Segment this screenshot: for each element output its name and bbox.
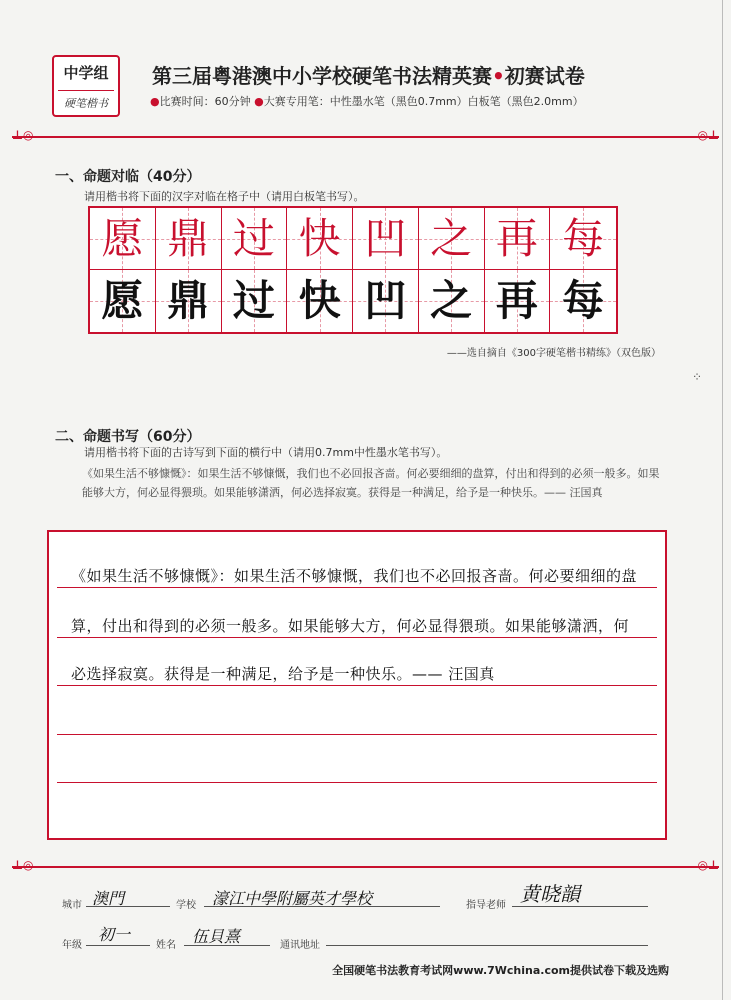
copied-char: 凹 bbox=[364, 276, 407, 325]
copied-char: 鼎 bbox=[167, 276, 210, 325]
writing-line bbox=[57, 782, 657, 783]
copied-char: 愿 bbox=[101, 276, 144, 325]
grid-cell bbox=[550, 208, 616, 270]
grid-cell bbox=[156, 270, 222, 332]
grade-label: 年级 bbox=[62, 940, 82, 951]
writing-line bbox=[57, 587, 657, 588]
address-label: 通讯地址 bbox=[280, 940, 320, 951]
badge-divider bbox=[58, 90, 114, 91]
exam-title bbox=[152, 60, 585, 89]
handwritten-line-1: 《如果生活不够慷慨》：如果生活不够慷慨，我们也不必回报吝啬。何必要细细的盘 bbox=[71, 567, 638, 585]
section2-instruction: 请用楷书将下面的古诗写到下面的横行中（请用0.7mm中性墨水笔书写）。 bbox=[84, 446, 448, 459]
handwritten-line-2: 算，付出和得到的必须一般多。如果能够大方，何必显得猥琐。如果能够潇洒，何 bbox=[71, 617, 630, 635]
footer-divider bbox=[12, 866, 719, 868]
exam-title-main: 第三届粤港澳中小学校硬笔书法精英赛 bbox=[152, 64, 492, 88]
name-value: 伍貝熹 bbox=[192, 927, 241, 946]
group-badge bbox=[52, 55, 120, 117]
model-char: 快 bbox=[298, 213, 341, 263]
grid-cell bbox=[90, 208, 156, 270]
copied-char: 之 bbox=[430, 276, 473, 325]
source-credit: ——选自摘自《300字硬笔楷书精练》（双色版） bbox=[446, 348, 661, 359]
model-char: 鼎 bbox=[167, 213, 210, 263]
exam-time: 比赛时间：60分钟 bbox=[159, 95, 251, 108]
copy-grid bbox=[88, 206, 618, 334]
grid-cell bbox=[419, 270, 485, 332]
badge-category-label: 硬笔楷书 bbox=[64, 97, 108, 110]
name-underline bbox=[184, 945, 270, 946]
grid-cell bbox=[90, 270, 156, 332]
writing-line bbox=[57, 685, 657, 686]
section1-title: 一、命题对临（40分） bbox=[55, 169, 201, 185]
grid-cell bbox=[287, 208, 353, 270]
copied-char: 快 bbox=[298, 276, 341, 325]
ornament-right-icon: ◎⊥ bbox=[697, 128, 719, 142]
grid-cell bbox=[550, 270, 616, 332]
ornament-left-icon: ⊥◎ bbox=[12, 128, 34, 142]
name-label: 姓名 bbox=[156, 940, 176, 951]
writing-line bbox=[57, 637, 657, 638]
copied-char: 每 bbox=[562, 276, 605, 325]
writing-line bbox=[57, 734, 657, 735]
copied-char: 再 bbox=[495, 276, 538, 325]
bullet-icon: ● bbox=[254, 95, 264, 108]
city-label: 城市 bbox=[62, 900, 82, 911]
school-value: 濠江中學附屬英才學校 bbox=[212, 889, 373, 908]
model-char: 愿 bbox=[101, 213, 144, 263]
grid-cell bbox=[419, 208, 485, 270]
exam-pen-spec: 大赛专用笔：中性墨水笔（黑色0.7mm）白板笔（黑色2.0mm） bbox=[263, 95, 584, 108]
city-value: 澳門 bbox=[92, 889, 125, 908]
poem-reference: 《如果生活不够慷慨》：如果生活不够慷慨，我们也不必回报吝啬。何必要细细的盘算，付出和得到的必须一般多。如果能够大方，何必显得猥琐。如果能够潇洒，何必选择寂寞。获得是一种满足，给予是一种快乐。—— 汪国真 bbox=[82, 467, 660, 499]
grid-cell bbox=[222, 208, 288, 270]
grid-cell bbox=[485, 208, 551, 270]
exam-title-suffix: 初赛试卷 bbox=[504, 64, 585, 88]
exam-info bbox=[150, 93, 584, 109]
grid-cell bbox=[222, 270, 288, 332]
grade-value: 初一 bbox=[98, 925, 131, 944]
grade-underline bbox=[86, 945, 150, 946]
city-underline bbox=[86, 906, 170, 907]
copied-char: 过 bbox=[232, 276, 275, 325]
teacher-underline bbox=[512, 906, 648, 907]
handwritten-line-3: 必选择寂寞。获得是一种满足，给予是一种快乐。—— 汪国真 bbox=[71, 665, 495, 683]
grid-cell bbox=[287, 270, 353, 332]
model-char: 凹 bbox=[364, 213, 407, 263]
model-char: 过 bbox=[232, 213, 275, 263]
school-label: 学校 bbox=[176, 900, 196, 911]
ornament-left-icon: ⊥◎ bbox=[12, 858, 34, 872]
website-note: 全国硬笔书法教育考试网www.7Wchina.com提供试卷下载及选购 bbox=[332, 964, 669, 977]
teacher-label: 指导老师 bbox=[466, 900, 506, 911]
grid-cell bbox=[353, 270, 419, 332]
address-underline bbox=[326, 945, 648, 946]
section2-title: 二、命题书写（60分） bbox=[55, 429, 201, 445]
section1-instruction: 请用楷书将下面的汉字对临在格子中（请用白板笔书写）。 bbox=[84, 190, 365, 203]
model-char: 每 bbox=[562, 213, 605, 263]
school-underline bbox=[204, 906, 440, 907]
teacher-value: 黄晓韻 bbox=[520, 882, 580, 906]
badge-group-label: 中学组 bbox=[63, 64, 109, 82]
grid-cell bbox=[156, 208, 222, 270]
header-divider bbox=[12, 136, 719, 138]
grid-cell bbox=[353, 208, 419, 270]
model-char: 之 bbox=[430, 213, 473, 263]
page-edge bbox=[722, 0, 723, 1000]
writing-area bbox=[47, 530, 667, 840]
grid-cell bbox=[485, 270, 551, 332]
ornament-right-icon: ◎⊥ bbox=[697, 858, 719, 872]
ink-mark-icon: ⁘ bbox=[692, 370, 703, 384]
bullet-icon: ● bbox=[150, 95, 160, 108]
model-char: 再 bbox=[495, 213, 538, 263]
title-separator: • bbox=[492, 64, 505, 88]
